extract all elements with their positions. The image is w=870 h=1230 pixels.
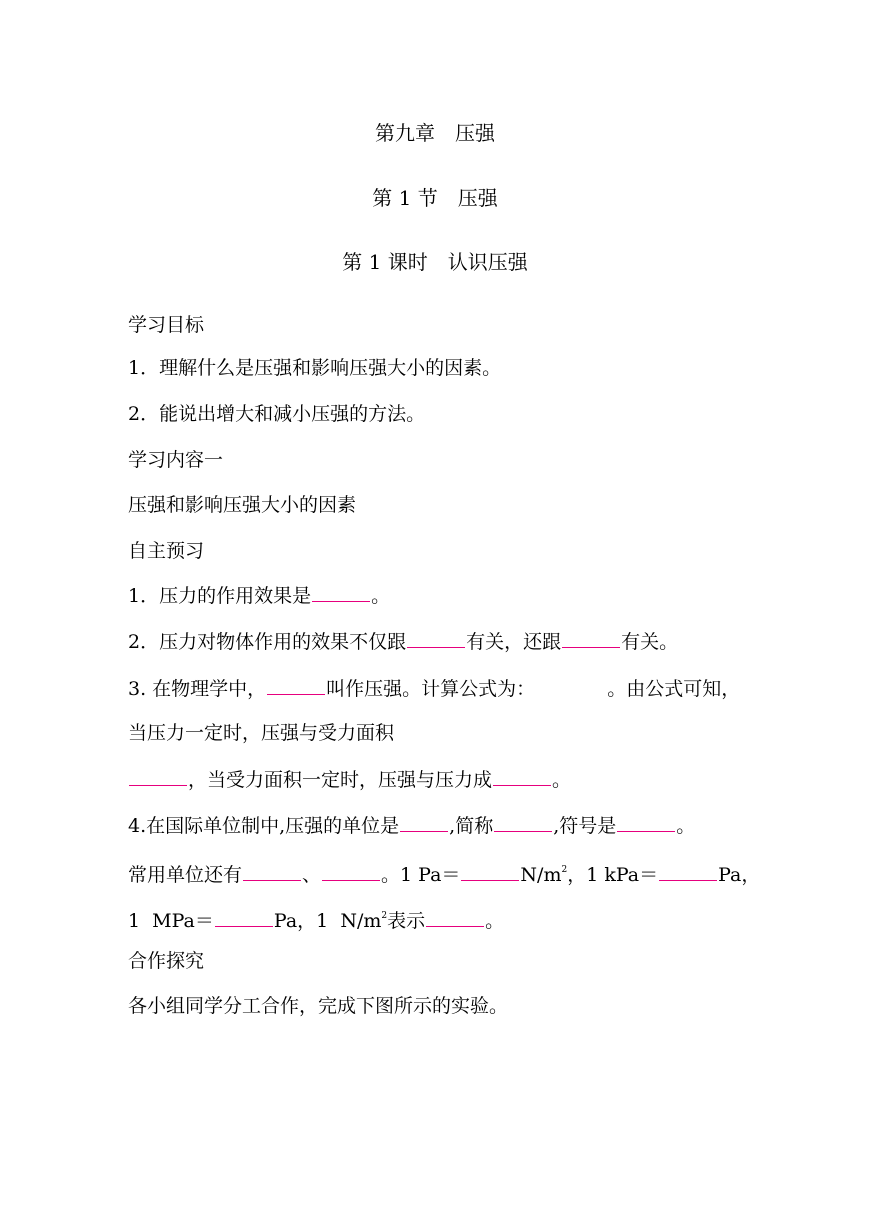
content-subtitle: 压强和影响压强大小的因素 — [128, 494, 357, 516]
answer-blank[interactable] — [461, 862, 519, 881]
q4-text-d: 。 — [676, 815, 696, 837]
q4-text-f: 、 — [302, 864, 322, 886]
answer-blank[interactable] — [494, 813, 552, 832]
q4-text-a: 4.在国际单位制中,压强的单位是 — [128, 815, 400, 837]
answer-blank[interactable] — [617, 813, 675, 832]
q2-text-b: 有关，还跟 — [466, 631, 562, 653]
q4-text-k: Pa， — [718, 864, 761, 886]
q4-text-b: ,简称 — [449, 815, 494, 837]
question-4-line-1 — [128, 813, 695, 838]
question-1 — [128, 583, 390, 608]
q3-text-a: 3. 在物理学中， — [128, 678, 267, 700]
cooperate-title: 合作探究 — [128, 950, 205, 972]
q3-text-c: 。由公式可知， — [607, 678, 741, 700]
goals-title: 学习目标 — [128, 314, 205, 336]
q2-text-c: 有关。 — [621, 631, 679, 653]
q1-text-a: 1．压力的作用效果是 — [128, 585, 312, 607]
answer-blank[interactable] — [322, 862, 380, 881]
answer-blank[interactable] — [243, 862, 301, 881]
chapter-title: 第九章 压强 — [375, 121, 495, 145]
q4-text-j: ，1 kPa＝ — [567, 864, 659, 886]
q4-text-c: ,符号是 — [553, 815, 617, 837]
q4-text-o: 表示 — [387, 910, 426, 932]
content-title: 学习内容一 — [128, 449, 224, 471]
q3-text-f: 。 — [552, 769, 572, 791]
q4-text-g: 。1 Pa＝ — [381, 864, 461, 886]
preview-title: 自主预习 — [128, 540, 205, 562]
question-4-line-2 — [128, 858, 760, 887]
question-3-line-3 — [128, 767, 571, 792]
q4-text-h: N/m — [520, 864, 562, 886]
section-title: 第 1 节 压强 — [372, 186, 498, 210]
question-2 — [128, 629, 678, 654]
answer-blank[interactable] — [267, 676, 325, 695]
cooperate-text: 各小组同学分工合作，完成下图所示的实验。 — [128, 995, 509, 1017]
answer-blank[interactable] — [426, 908, 484, 927]
q4-text-p: 。 — [485, 910, 505, 932]
answer-blank[interactable] — [215, 908, 273, 927]
answer-blank[interactable] — [312, 583, 370, 602]
answer-blank[interactable] — [129, 767, 187, 786]
q2-text-a: 2．压力对物体作用的效果不仅跟 — [128, 631, 407, 653]
lesson-title: 第 1 课时 认识压强 — [342, 250, 528, 274]
question-4-line-3 — [128, 904, 504, 933]
q1-text-b: 。 — [371, 585, 391, 607]
q3-text-e: ，当受力面积一定时，压强与压力成 — [188, 769, 493, 791]
unit-superscript: 2 — [381, 911, 388, 921]
answer-blank[interactable] — [407, 629, 465, 648]
q4-text-m: Pa，1 N/m — [273, 910, 382, 932]
question-3-line-2: 当压力一定时，压强与受力面积 — [128, 722, 395, 744]
answer-blank[interactable] — [493, 767, 551, 786]
q4-text-l: 1 MPa＝ — [128, 910, 214, 932]
answer-blank[interactable] — [562, 629, 620, 648]
goal-item-2: 2．能说出增大和减小压强的方法。 — [128, 403, 426, 425]
unit-superscript: 2 — [561, 865, 568, 875]
question-3-line-1 — [128, 676, 740, 701]
q4-text-e: 常用单位还有 — [128, 864, 243, 886]
answer-blank[interactable] — [400, 813, 448, 832]
answer-blank[interactable] — [659, 862, 717, 881]
q3-text-b: 叫作压强。计算公式为： — [326, 678, 536, 700]
goal-item-1: 1．理解什么是压强和影响压强大小的因素。 — [128, 357, 502, 379]
